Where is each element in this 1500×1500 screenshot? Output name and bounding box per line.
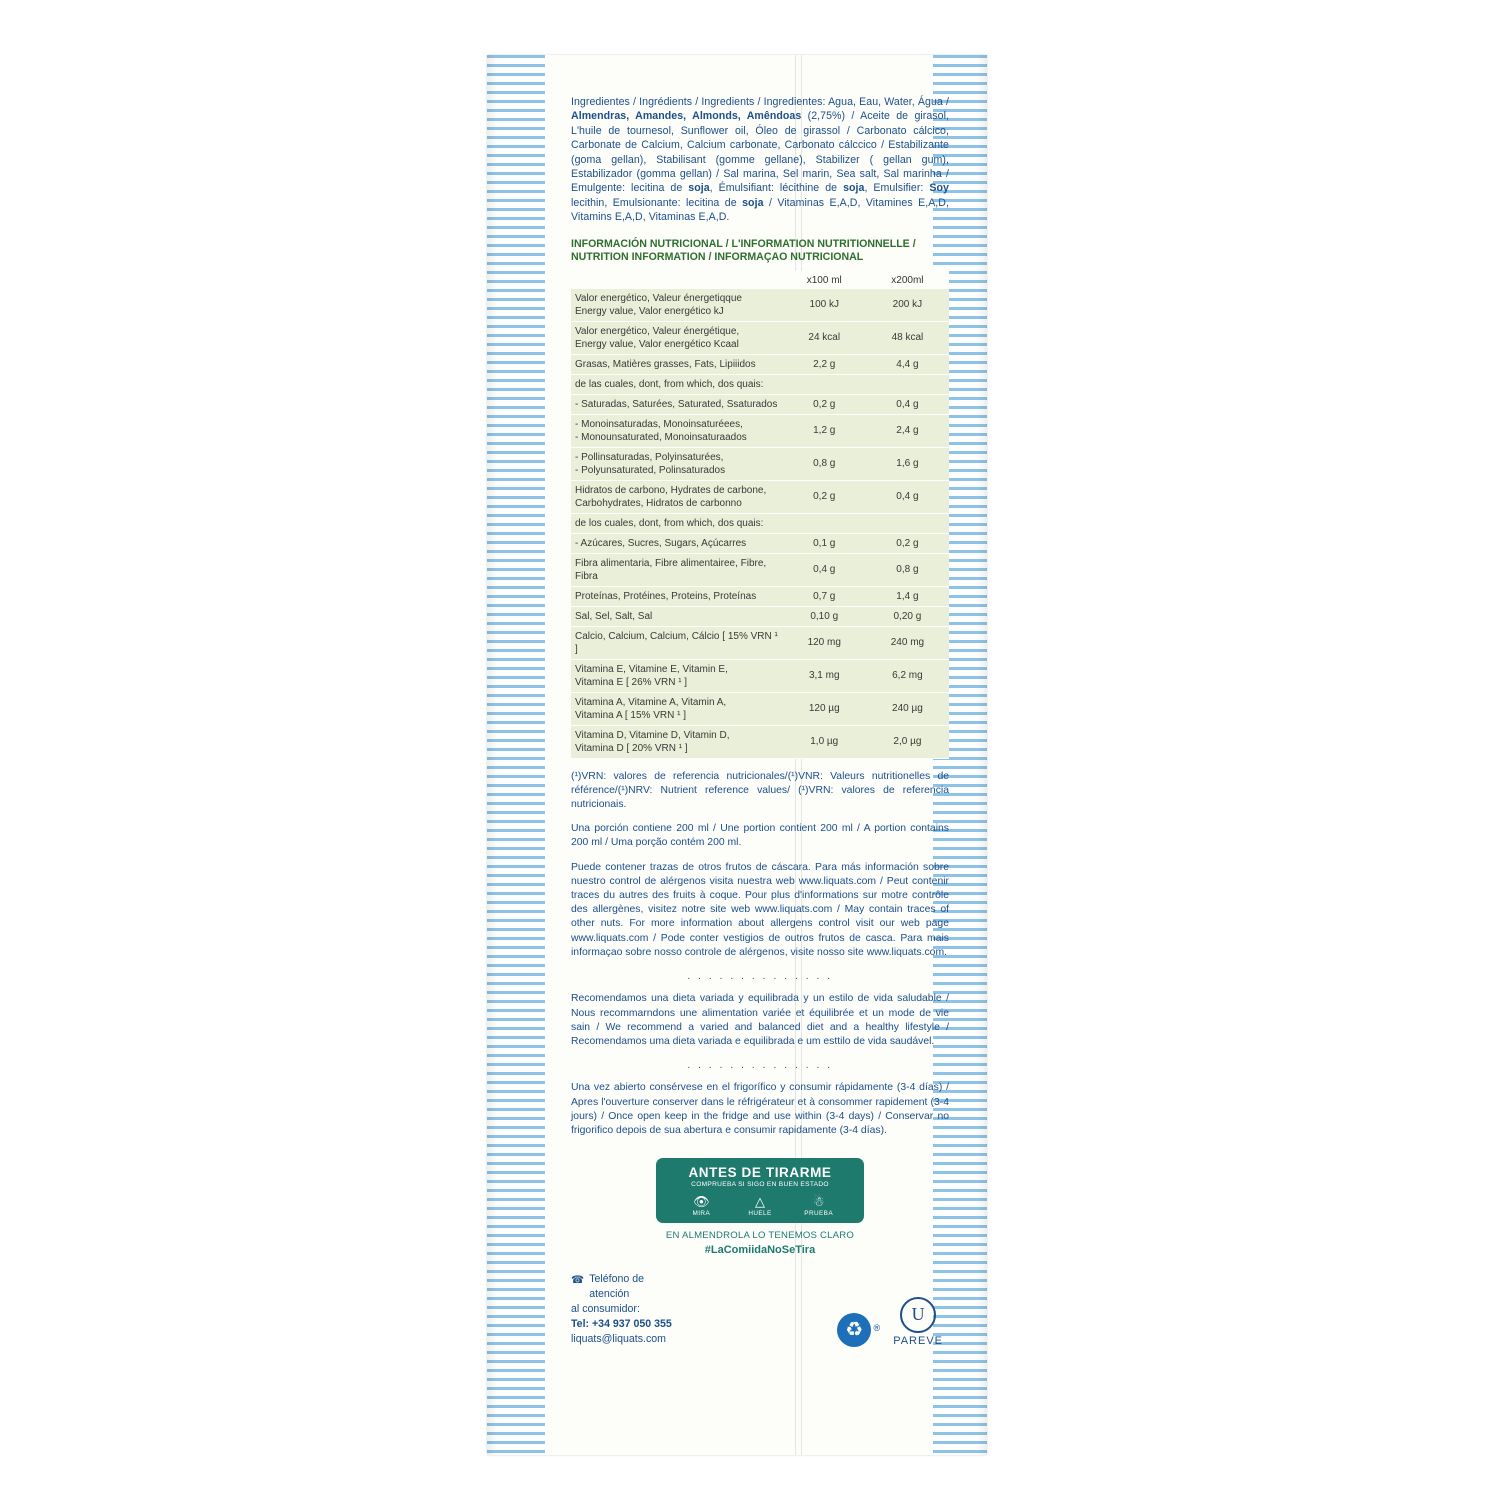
badge-step-huele: [734, 1195, 786, 1217]
nutrient-value-200ml: [866, 374, 949, 394]
nutrition-row: [571, 394, 949, 414]
certification-marks: [837, 1297, 949, 1347]
nutrition-column-header: [571, 271, 783, 289]
nutrient-value-100ml: [783, 374, 866, 394]
nutrient-value-100ml: 0,8 g: [783, 447, 866, 480]
ingredients-value: Ingredientes / Ingrédients / Ingredients / Ingredientes: Agua, Eau, Water, Água / Almendras, Amandes, Almonds, Amêndoas (2,75%) / Aceite de girasol, L'huile de tournesol, Sunflower oil, Óleo de girassol / Carbonato cálcico, Carbonate de Calcium, Calcium carbonate, Carbonato cálccico / Estabilizante (goma gellan), Stabilisant (gomme gellane), Stabilizer ( gellan gum), Estabilizador (gomma gellan) / Sal marina, Sel marin, Sea salt, Sal marinha / Emulgente: lecitina de soja, Émulsifiant: lécithine de soja, Emulsifier: Soy lecithin, Emulsionante: lecitina de soja / Vitaminas E,A,D, Vitamines E,A,D, Vitamins E,A,D, Vitaminas E,A,D.: [571, 96, 949, 224]
nutrition-row: [571, 321, 949, 354]
nutrition-row: [571, 414, 949, 447]
mouth-icon: ☃: [812, 1194, 825, 1210]
nutrition-row: [571, 659, 949, 692]
nutrient-value-100ml: 0,1 g: [783, 533, 866, 553]
bottom-row: [571, 1272, 949, 1347]
nutrient-value-100ml: [783, 513, 866, 533]
nutrition-row: [571, 374, 949, 394]
nutrition-row: [571, 586, 949, 606]
nutrient-value-200ml: 0,20 g: [866, 606, 949, 626]
nutrient-label: - Monoinsaturadas, Monoinsaturéees, - Monounsaturated, Monoinsaturaados: [571, 414, 783, 447]
nutrient-value-200ml: 0,4 g: [866, 480, 949, 513]
badge-step-label: PRUEBA: [804, 1210, 833, 1218]
nutrient-label: Hidratos de carbono, Hydrates de carbone, Carbohydrates, Hidratos de carbonno: [571, 480, 783, 513]
beverage-carton: [487, 55, 987, 1455]
storage-text: Una vez abierto consérvese en el frigorífico y consumir rápidamente (3-4 días) / Apres l'ouverture conserver dans le réfrigérateur et à consommer rapidement (3-4 jours) / Once open keep in the fridge and use within (3-4 days) / Conservar no frigorifico depois de sua abertura e consumir rapidamente (3-4 días).: [571, 1082, 949, 1136]
antes-de-tirarme-badge: [656, 1158, 864, 1223]
nutrition-heading-line2: NUTRITION INFORMATION / INFORMAÇAO NUTRICIONAL: [571, 251, 864, 264]
nutrition-row: [571, 553, 949, 586]
nutrition-heading: [571, 238, 949, 265]
badge-title: ANTES DE TIRARME: [688, 1165, 832, 1181]
nutrient-label: - Saturadas, Saturées, Saturated, Ssaturados: [571, 394, 783, 414]
nutrient-label: - Pollinsaturadas, Polyinsaturées, - Polyunsaturated, Polinsaturados: [571, 447, 783, 480]
ingredients-text: [571, 95, 949, 225]
nutrient-label: Grasas, Matières grasses, Fats, Lipiiidos: [571, 354, 783, 374]
registered-mark: ®: [873, 1323, 881, 1334]
nutrition-row: [571, 447, 949, 480]
nutrient-value-200ml: 48 kcal: [866, 321, 949, 354]
kosher-label: PAREVE: [893, 1335, 943, 1348]
carton-right-edge-shadow: [977, 55, 987, 1455]
nutrient-label: Sal, Sel, Salt, Sal: [571, 606, 783, 626]
nutrient-value-200ml: 2,0 µg: [866, 725, 949, 758]
nutrient-value-100ml: 0,2 g: [783, 480, 866, 513]
nutrient-value-100ml: 100 kJ: [783, 289, 866, 322]
kosher-u-icon: U: [900, 1297, 936, 1333]
nose-icon: △: [754, 1194, 765, 1210]
diet-text: Recomendamos una dieta variada y equilibrada y un estilo de vida saludable / Nous recommarndons une alimentation variée et équilibrée et un mode de vie sain / We recommend a varied and balanced diet and a healthy lifestyle / Recomendamos uma dieta variada e equilibrada e um esttilo de vida saudável.: [571, 993, 949, 1047]
badge-subtitle: COMPRUEBA SI SIGO EN BUEN ESTADO: [691, 1181, 829, 1189]
nutrient-label: Proteínas, Protéines, Proteins, Proteínas: [571, 586, 783, 606]
nutrition-column-header: x200ml: [866, 271, 949, 289]
nutrition-row: [571, 606, 949, 626]
allergen-footnote: Puede contener trazas de otros frutos de cáscara. Para más información sobre nuestro control de alérgenos visita nuestra web www.liquats.com / Peut contenir traces du autres des fruits à coque. Pour plus d'informations sur motre contrôle des allergènes, visitez notre site web www.liquats.com / May contain traces of other nuts. For more information about allergens control visit our web page www.liquats.com / Pode conter vestigios de outros frutos de casca. Para mais informaçao sobre nosso controle de alérgenos, visite nosso site www.liquats.com.: [571, 861, 949, 958]
badge-step-label: MIRA: [692, 1210, 711, 1218]
nutrient-label: Vitamina A, Vitamine A, Vitamin A, Vitamina A [ 15% VRN ¹ ]: [571, 692, 783, 725]
nutrient-value-100ml: 120 mg: [783, 626, 866, 659]
nutrient-value-200ml: 1,6 g: [866, 447, 949, 480]
nutrient-value-200ml: 6,2 mg: [866, 659, 949, 692]
badge-tagline: EN ALMENDROLA LO TENEMOS CLARO: [665, 1230, 855, 1242]
badge-hashtag: #LaComiidaNoSeTira: [704, 1244, 816, 1257]
label-content: [571, 95, 949, 1347]
kosher-pareve-mark: [893, 1297, 943, 1347]
phone-icon: ☎: [571, 1274, 585, 1287]
badge-step-prueba: [793, 1195, 845, 1217]
badge-step-mira: [675, 1195, 727, 1217]
nutrition-column-header: x100 ml: [783, 271, 866, 289]
contact-line-2: al consumidor:: [571, 1303, 640, 1316]
nutrient-value-200ml: 200 kJ: [866, 289, 949, 322]
nutrition-row: [571, 354, 949, 374]
nutrient-value-100ml: 0,2 g: [783, 394, 866, 414]
nutrient-value-100ml: 120 µg: [783, 692, 866, 725]
nutrient-value-200ml: 0,8 g: [866, 553, 949, 586]
nutrient-value-200ml: 2,4 g: [866, 414, 949, 447]
nutrition-table-header-row: [571, 271, 949, 289]
nutrition-row: [571, 480, 949, 513]
consumer-contact-block: [571, 1272, 672, 1347]
nutrient-label: de las cuales, dont, from which, dos quais:: [571, 374, 783, 394]
nutrient-value-200ml: 0,4 g: [866, 394, 949, 414]
badge-step-label: HUELE: [748, 1210, 772, 1218]
nutrient-value-100ml: 24 kcal: [783, 321, 866, 354]
nutrition-row: [571, 626, 949, 659]
nutrition-row: [571, 289, 949, 322]
nutrient-value-200ml: [866, 513, 949, 533]
separator-dots-1: . . . . . . . . . . . . . .: [687, 971, 833, 983]
nutrient-label: - Azúcares, Sucres, Sugars, Açúcarres: [571, 533, 783, 553]
nutrition-table: [571, 271, 949, 759]
portion-footnote: Una porción contiene 200 ml / Une portion contient 200 ml / A portion contains 200 ml / Uma porção contém 200 ml.: [571, 823, 949, 849]
nutrient-value-100ml: 1,0 µg: [783, 725, 866, 758]
nutrient-value-100ml: 0,10 g: [783, 606, 866, 626]
nutrient-value-200ml: 1,4 g: [866, 586, 949, 606]
eye-icon: 👁: [693, 1194, 710, 1210]
nutrient-label: Fibra alimentaria, Fibre alimentairee, Fibre, Fibra: [571, 553, 783, 586]
footnotes: [571, 770, 949, 1138]
nutrition-row: [571, 692, 949, 725]
nutrient-value-100ml: 0,4 g: [783, 553, 866, 586]
food-waste-badge-wrapper: [571, 1158, 949, 1256]
nutrient-value-200ml: 4,4 g: [866, 354, 949, 374]
nutrient-value-100ml: 3,1 mg: [783, 659, 866, 692]
nutrient-label: Valor energético, Valeur énergétique, Energy value, Valor energético Kcaal: [571, 321, 783, 354]
contact-email: liquats@liquats.com: [571, 1333, 666, 1346]
carton-left-edge-shadow: [487, 55, 497, 1455]
nutrient-value-100ml: 0,7 g: [783, 586, 866, 606]
nutrient-label: Vitamina E, Vitamine E, Vitamin E, Vitamina E [ 26% VRN ¹ ]: [571, 659, 783, 692]
nutrient-value-200ml: 0,2 g: [866, 533, 949, 553]
recycle-icon: ♻ ®: [837, 1313, 871, 1347]
nutrient-value-200ml: 240 mg: [866, 626, 949, 659]
vrn-footnote: (¹)VRN: valores de referencia nutricionales/(¹)VNR: Valeurs nutritionelles de référence/(¹)NRV: Nutrient reference values/ (¹)VRN: valores de referencia nutricionais.: [571, 770, 949, 811]
nutrient-label: de los cuales, dont, from which, dos quais:: [571, 513, 783, 533]
nutrition-row: [571, 513, 949, 533]
separator-dots-2: . . . . . . . . . . . . . .: [687, 1060, 833, 1072]
contact-line-1: Teléfono de atención: [589, 1273, 644, 1301]
nutrition-row: [571, 725, 949, 758]
badge-icon-row: [672, 1195, 848, 1217]
nutrient-label: Vitamina D, Vitamine D, Vitamin D, Vitamina D [ 20% VRN ¹ ]: [571, 725, 783, 758]
nutrient-value-100ml: 1,2 g: [783, 414, 866, 447]
nutrient-label: Calcio, Calcium, Calcium, Cálcio [ 15% VRN ¹ ]: [571, 626, 783, 659]
nutrient-value-100ml: 2,2 g: [783, 354, 866, 374]
nutrition-heading-line1: INFORMACIÓN NUTRICIONAL / L'INFORMATION NUTRITIONNELLE /: [571, 237, 916, 250]
nutrition-row: [571, 533, 949, 553]
nutrient-label: Valor energético, Valeur énergetiqque Energy value, Valor energético kJ: [571, 289, 783, 322]
nutrient-value-200ml: 240 µg: [866, 692, 949, 725]
contact-phone-number: Tel: +34 937 050 355: [571, 1318, 672, 1331]
